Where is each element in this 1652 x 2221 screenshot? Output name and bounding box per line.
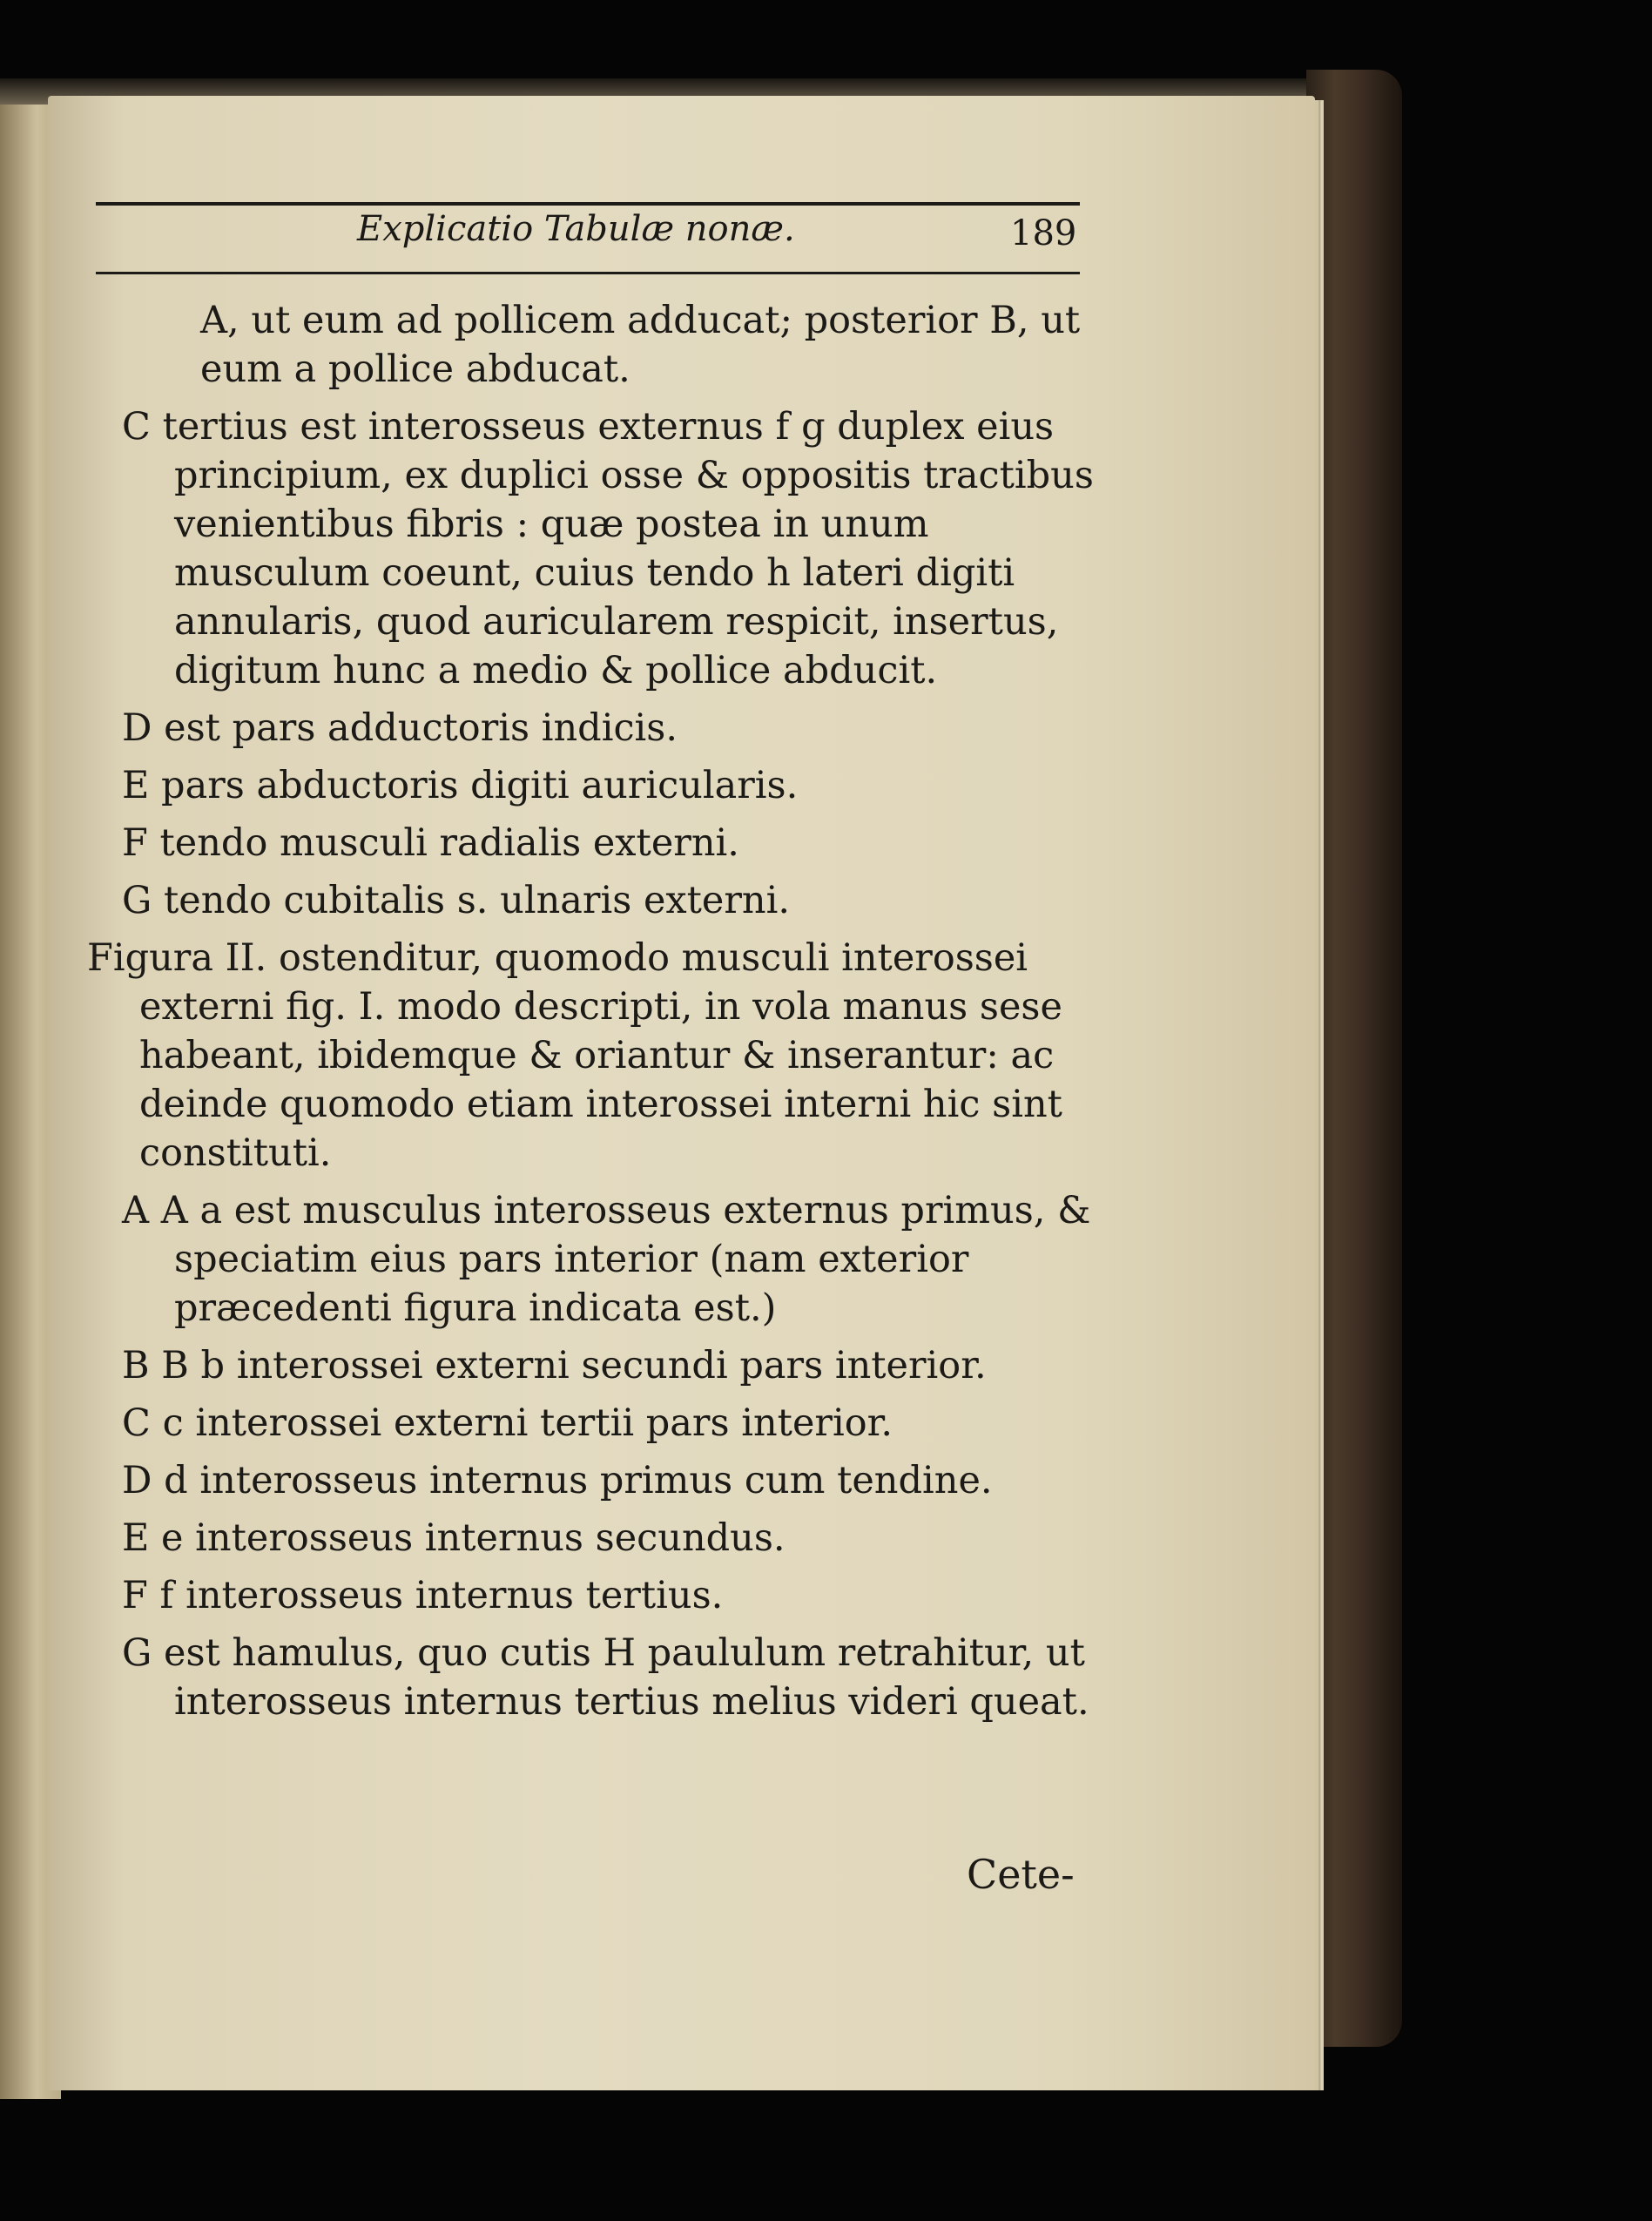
header-rule-bottom [96,272,1080,274]
legend-entry-g-hamulus: G est hamulus, quo cutis H paululum retrahitur, ut interosseus internus tertius melius videri queat. [122,1631,1089,1724]
legend-entry-f: F tendo musculi radialis externi. [122,821,739,865]
paragraph-continuation: A, ut eum ad pollicem adducat; posterior B, ut eum a pollice abducat. [200,299,1081,391]
running-title: Explicatio Tabulæ nonæ. [357,209,795,249]
page-number: 189 [1010,213,1077,253]
page-body [87,296,1097,1726]
legend-entry-cc: C c interossei externi tertii pars interior. [122,1401,893,1445]
legend-entry-ff: F f interosseus internus tertius. [122,1574,724,1617]
legend-entry-aaa: A A a est musculus interosseus externus primus, & speciatim eius pars interior (nam exterior præcedenti figura indicata est.) [122,1189,1091,1330]
legend-entry-g: G tendo cubitalis s. ulnaris externi. [122,879,791,922]
legend-entry-bbb: B B b interossei externi secundi pars interior. [122,1344,987,1387]
figure-ii-description: Figura II. ostenditur, quomodo musculi interossei externi fig. I. modo descripti, in vola manus sese habeant, ibidemque & oriantur & inserantur: ac deinde quomodo etiam interossei interni hic sint constituti. [87,936,1062,1175]
legend-entry-dd: D d interosseus internus primus cum tendine. [122,1459,993,1502]
catchword: Cete- [967,1851,1075,1898]
legend-entry-d: D est pars adductoris indicis. [122,706,678,750]
header-rule-top [96,202,1080,206]
legend-entry-c: C tertius est interosseus externus f g duplex eius principium, ex duplici osse & oppositis tractibus venientibus fibris : quæ postea in unum musculum coeunt, cuius tendo h lateri digiti annularis, quod auricularem respicit, insertus, digitum hunc a medio & pollice abducit. [122,405,1094,692]
legend-entry-e: E pars abductoris digiti auricularis. [122,764,799,807]
legend-entry-ee: E e interosseus internus secundus. [122,1516,786,1560]
